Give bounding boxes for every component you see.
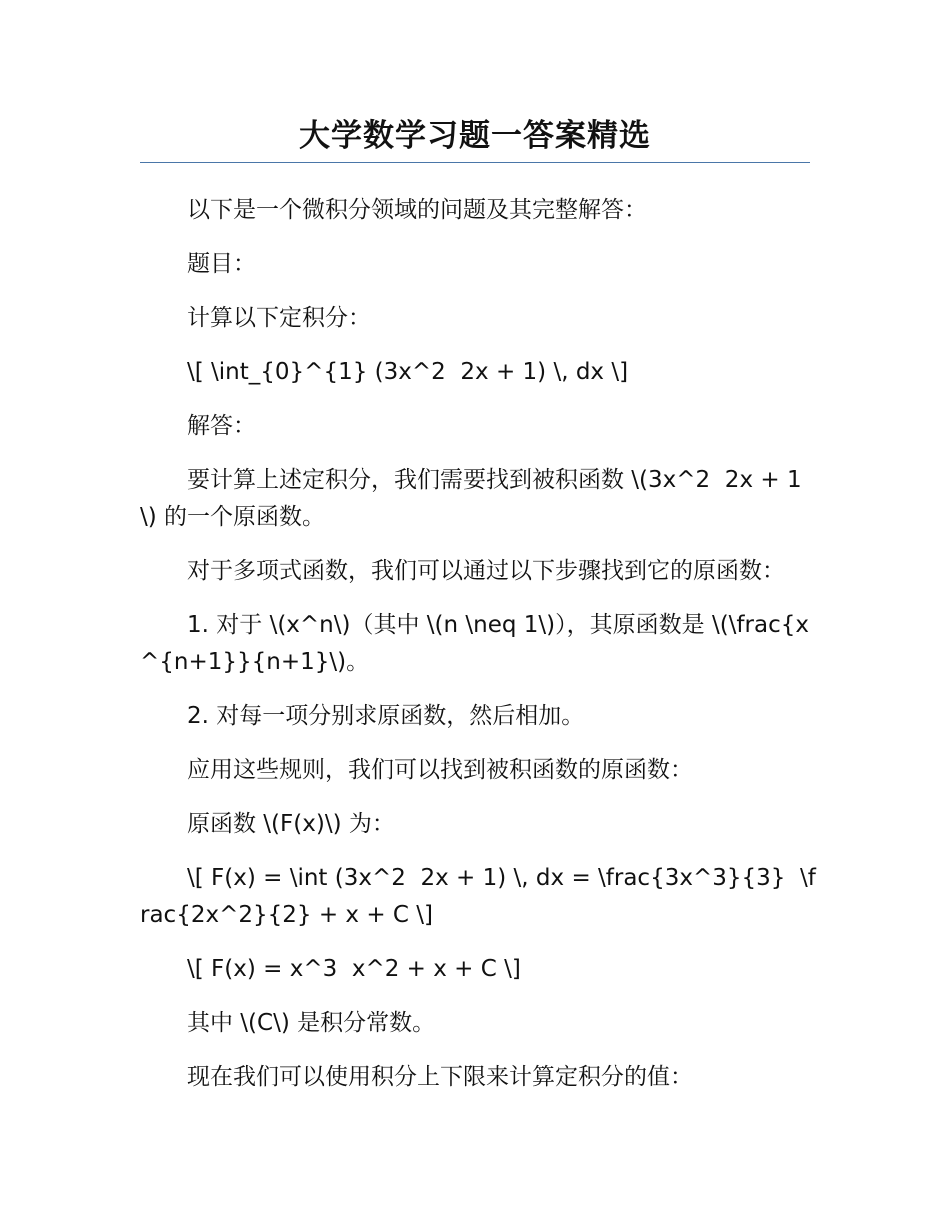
rule-step-2: 2. 对每一项分别求原函数，然后相加。	[187, 703, 585, 729]
antiderivative-simplified: \[ F(x) = x^3 x^2 + x + C \]	[187, 956, 521, 982]
constant-note: 其中 \(C\) 是积分常数。	[187, 1010, 436, 1036]
document-body	[140, 192, 816, 1113]
intro-paragraph: 以下是一个微积分领域的问题及其完整解答：	[187, 197, 647, 223]
apply-rules-paragraph: 应用这些规则，我们可以找到被积函数的原函数：	[187, 757, 693, 783]
title-underline	[140, 162, 810, 163]
evaluate-bounds-paragraph: 现在我们可以使用积分上下限来计算定积分的值：	[187, 1064, 693, 1090]
polynomial-rule-paragraph: 对于多项式函数，我们可以通过以下步骤找到它的原函数：	[187, 558, 785, 584]
solution-heading: 解答：	[187, 413, 256, 439]
antiderivative-formula: \[ F(x) = \int (3x^2 2x + 1) \, dx = \frac{3x^3}{3} \frac{2x^2}{2} + x + C \]	[140, 865, 816, 928]
document-title: 大学数学习题一答案精选	[299, 118, 651, 154]
problem-heading: 题目：	[187, 251, 256, 277]
integral-expression: \[ \int_{0}^{1} (3x^2 2x + 1) \, dx \]	[187, 359, 629, 385]
solution-intro-paragraph: 要计算上述定积分，我们需要找到被积函数 \(3x^2 2x + 1\) 的一个原函数。	[140, 467, 802, 530]
antiderivative-label: 原函数 \(F(x)\) 为：	[187, 811, 395, 837]
problem-statement: 计算以下定积分：	[187, 305, 371, 331]
rule-step-1: 1. 对于 \(x^n\)（其中 \(n \neq 1\)），其原函数是 \(\frac{x^{n+1}}{n+1}\)。	[140, 612, 809, 675]
